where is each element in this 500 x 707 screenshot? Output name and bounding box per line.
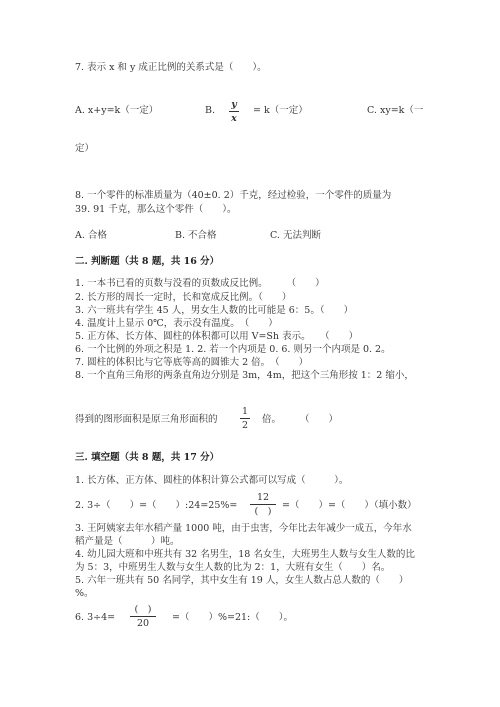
section3-q2-post: =（ ）=（ ）（填小数） (282, 500, 417, 511)
section3-q6-fraction (130, 604, 156, 629)
section3-q6-numerator: ( ) (134, 604, 152, 615)
fraction-bar (130, 616, 156, 617)
section3-q2-denominator: ( ) (254, 506, 272, 517)
section2-item-8-denominator: 2 (241, 420, 249, 431)
section3-title: 三. 填空题（共 8 题，共 17 分） (75, 452, 220, 463)
q7-stem: 7. 表示 x 和 y 成正比例的关系式是（ ）。 (75, 62, 267, 73)
section3-q2-numerator: 12 (256, 492, 270, 503)
section2-item-8-tail-pre: 得到的图形面积是原三角形面积的 (75, 414, 218, 425)
section3-q4-line1: 4. 幼儿园大班和中班共有 32 名男生，18 名女生，大班男生人数与女生人数的比 (75, 549, 415, 560)
section2-title: 二. 判断题（共 8 题，共 16 分） (75, 256, 220, 267)
q7-option-c: C. xy=k（一 (367, 105, 424, 116)
section2-item-3: 3. 六一班共有学生 45 人，男女生人数的比可能是 6：5。（ ） (75, 305, 354, 316)
section3-q6-pre: 6. 3÷4= (75, 612, 116, 623)
q8-option-c: C. 无法判断 (270, 230, 321, 241)
section2-item-8-fraction (240, 406, 250, 431)
section3-q5-line1: 5. 六年一班共有 50 名同学，其中女生有 19 人，女生人数占总人数的（ ） (75, 575, 409, 586)
section2-item-7: 7. 圆柱的体积比与它等底等高的圆锥大 2 倍。 （ ） (75, 357, 309, 368)
section3-q5-line2: %。 (75, 588, 94, 599)
q7-option-c-wrap: 定） (75, 143, 95, 154)
section2-item-6: 6. 一个比例的外项之积是 1. 2. 若一个内项是 0. 6. 则另一个内项是 0. 2。 (75, 344, 391, 355)
q7-option-b-fraction (229, 99, 239, 124)
section3-q6-denominator: 20 (136, 618, 150, 629)
fraction-bar (229, 111, 239, 112)
q8-stem-line1: 8. 一个零件的标准质量为（40±0. 2）千克，经过检验，一个零件的质量为 (75, 190, 392, 201)
section2-item-4: 4. 温度计上显示 0℃，表示没有温度。 （ ） (75, 318, 278, 329)
section3-q2-fraction (250, 492, 276, 517)
section2-item-8: 8. 一个直角三角形的两条直角边分别是 3m，4m，把这个三角形按 1：2 缩小， (75, 370, 414, 381)
section3-q6-post: =（ ）%=21:（ ）。 (172, 612, 293, 623)
section2-item-2: 2. 长方形的周长一定时，长和宽成反比例。（ ） (75, 292, 292, 303)
q7-option-b-label: B. (205, 105, 216, 116)
fraction-bar (250, 504, 276, 505)
section3-q1: 1. 长方体、正方体、圆柱的体积计算公式都可以写成（ ）。 (75, 475, 349, 486)
section3-q3-line1: 3. 王阿姨家去年水稻产量 1000 吨，由于虫害，今年比去年减少一成五，今年水 (75, 523, 412, 534)
section3-q3-line2: 稻产量是（ ）吨。 (75, 536, 180, 547)
section2-item-8-numerator: 1 (241, 406, 249, 417)
section2-item-1: 1. 一本书已看的页数与没看的页数成反比例。 （ ） (75, 278, 325, 289)
section2-item-8-tail-post: 倍。 （ ） (262, 414, 339, 425)
q7-option-b-tail: = k（一定） (253, 105, 308, 116)
section2-item-5: 5. 正方体、长方体、圆柱的体积都可以用 V=Sh 表示。 （ ） (75, 331, 359, 342)
section3-q4-line2: 为 5：3，中班男生人数与女生人数的比为 2：1，大班有女生（ ）名。 (75, 562, 391, 573)
q7-option-a: A. x+y=k（一定） (75, 105, 159, 116)
section3-q2-pre: 2. 3÷（ ）=（ ）:24=25%= (75, 500, 238, 511)
q8-stem-line2: 39. 91 千克，那么这个零件（ ）。 (75, 204, 237, 215)
q8-option-b: B. 不合格 (175, 230, 217, 241)
q7-option-b-denominator: x (231, 113, 237, 124)
fraction-bar (240, 418, 250, 419)
q7-option-b-numerator: y (231, 99, 237, 110)
q8-option-a: A. 合格 (75, 230, 107, 241)
